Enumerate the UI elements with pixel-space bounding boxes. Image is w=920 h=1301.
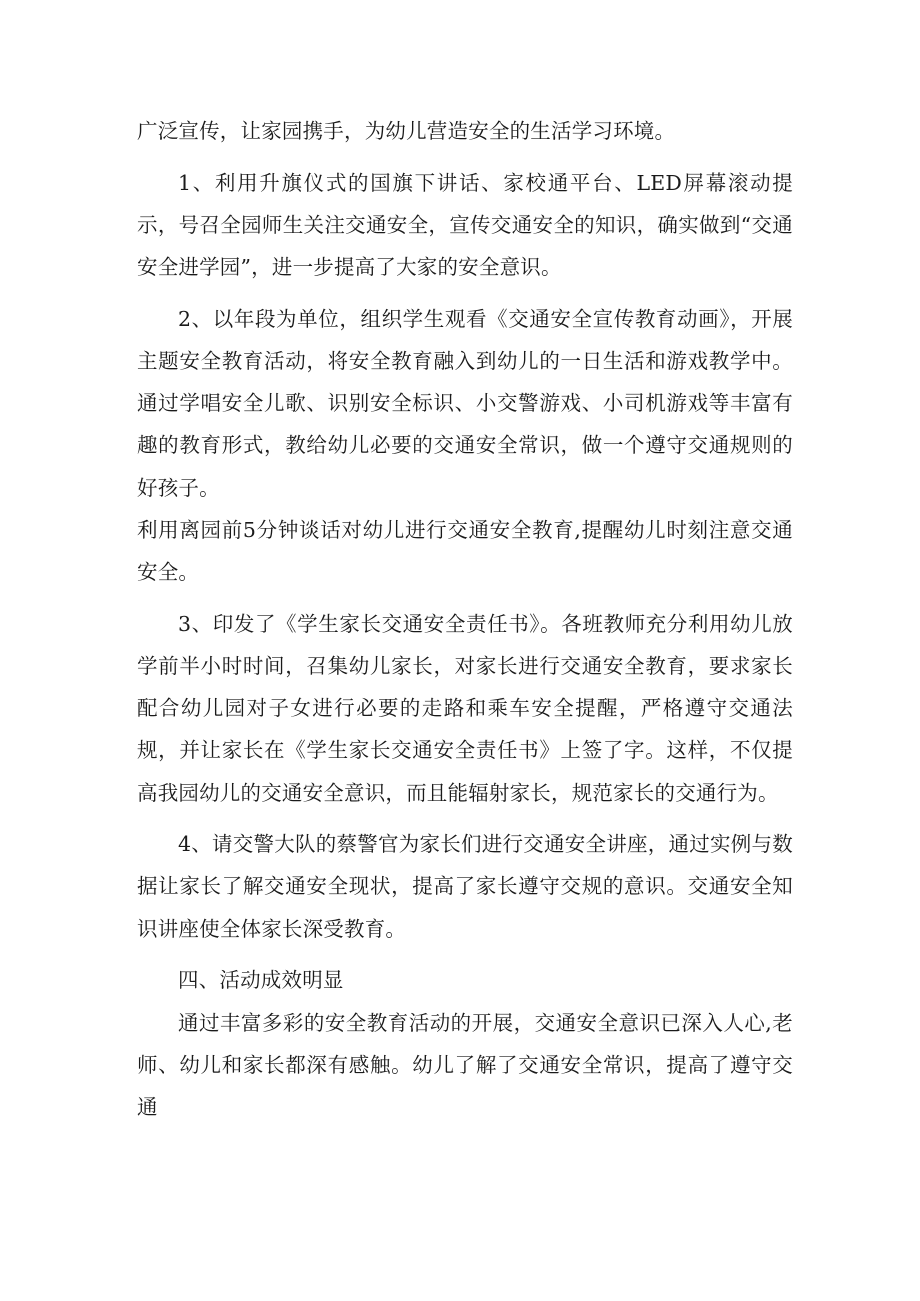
paragraph-results: 通过丰富多彩的安全教育活动的开展，交通安全意识已深入人心,老师、幼儿和家长都深有感触。幼儿了解了交通安全常识，提高了遵守交通	[137, 1010, 793, 1119]
paragraph-item-2: 2、以年段为单位，组织学生观看《交通安全宣传教育动画》，开展主题安全教育活动，将安全教育融入到幼儿的一日生活和游戏教学中。通过学唱安全儿歌、识别安全标识、小交警游戏、小司机游戏等丰富有趣的教育形式，教给幼儿必要的交通安全常识，做一个遵守交通规则的好孩子。	[137, 306, 793, 500]
document-body	[137, 110, 793, 1128]
paragraph-continuation: 广泛宣传，让家园携手，为幼儿营造安全的生活学习环境。	[137, 119, 676, 143]
paragraph-item-3: 3、印发了《学生家长交通安全责任书》。各班教师充分利用幼儿放学前半小时时间，召集幼儿家长，对家长进行交通安全教育，要求家长配合幼儿园对子女进行必要的走路和乘车安全提醒，严格遵守交通法规，并让家长在《学生家长交通安全责任书》上签了字。这样，不仅提高我园幼儿的交通安全意识，而且能辐射家长，规范家长的交通行为。	[137, 611, 793, 805]
paragraph-item-4: 4、请交警大队的蔡警官为家长们进行交通安全讲座，通过实例与数据让家长了解交通安全现状，提高了家长遵守交规的意识。交通安全知识讲座使全体家长深受教育。	[137, 832, 793, 941]
section-heading: 四、活动成效明显	[178, 968, 344, 993]
paragraph-item-1: 1、利用升旗仪式的国旗下讲话、家校通平台、LED屏幕滚动提示，号召全园师生关注交通安全，宣传交通安全的知识，确实做到“交通安全进学园”，进一步提高了大家的安全意识。	[137, 170, 793, 280]
paragraph-item-2-continued: 利用离园前5分钟谈话对幼儿进行交通安全教育,提醒幼儿时刻注意交通安全。	[137, 517, 793, 585]
